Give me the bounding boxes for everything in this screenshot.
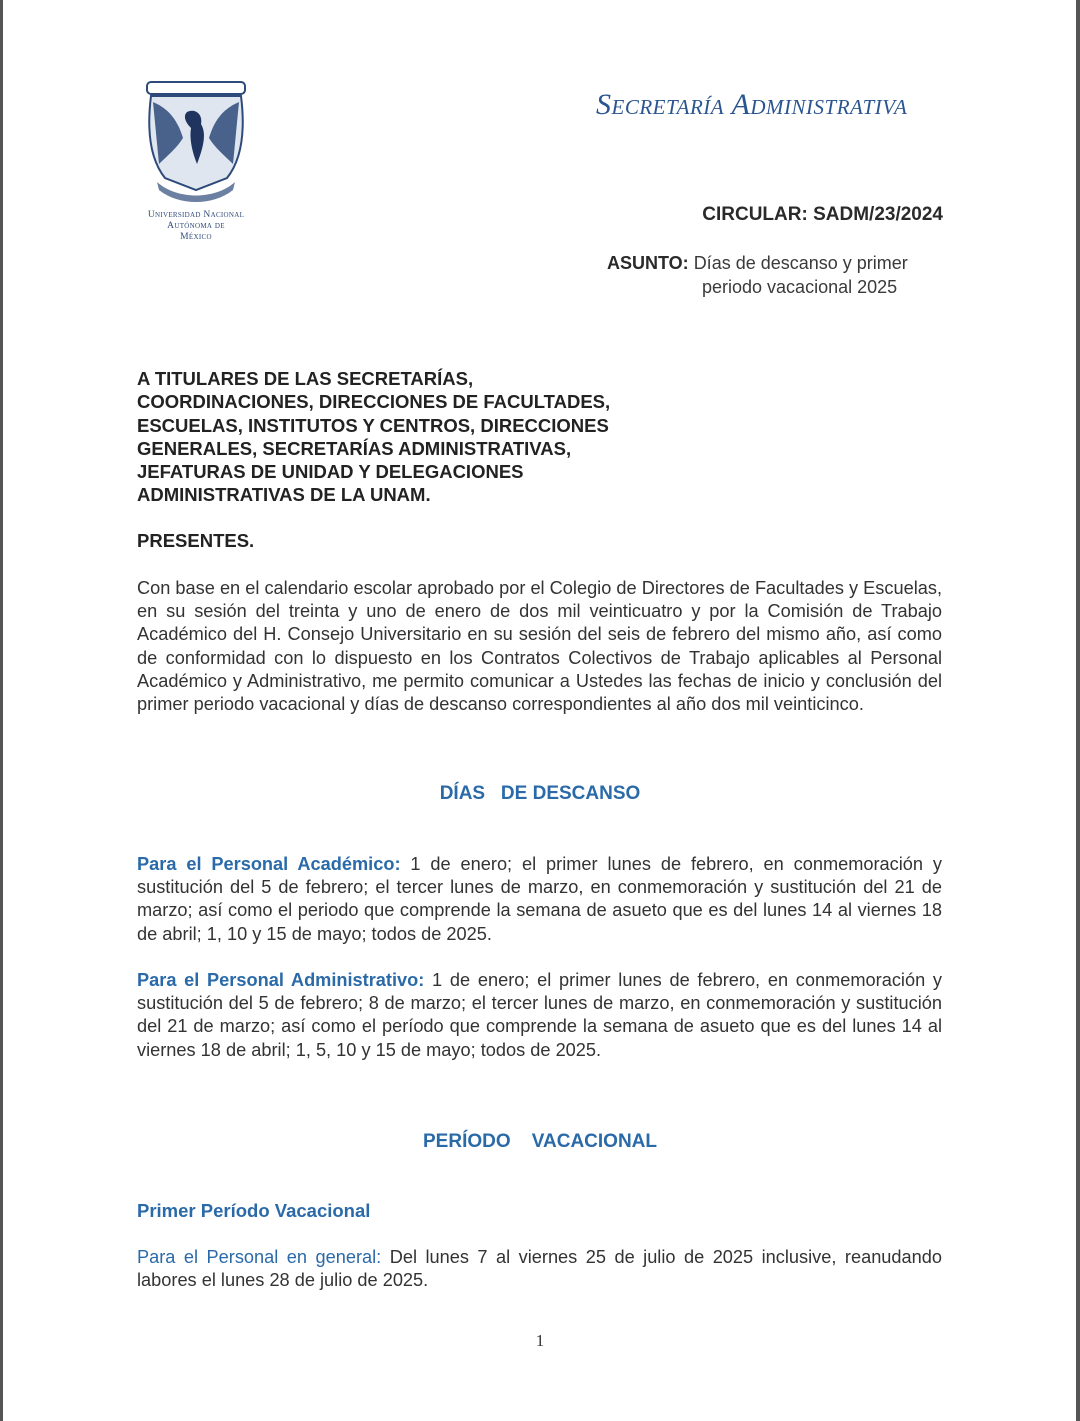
addressee-line: JEFATURAS DE UNIDAD Y DELEGACIONES xyxy=(137,461,524,483)
general-staff-paragraph xyxy=(137,1246,942,1292)
general-staff-text: Del lunes 7 al viernes 25 de julio de 2025 inclusive, reanudando labores el lunes 28 de julio de 2025. xyxy=(137,1247,942,1291)
unam-logo xyxy=(134,78,258,243)
university-line: Autónoma de xyxy=(167,221,225,231)
circular-number xyxy=(702,204,943,226)
admin-staff-paragraph xyxy=(137,969,942,1062)
intro-paragraph: Con base en el calendario escolar aprobado por el Colegio de Directores de Facultades y Escuelas, en su sesión del treinta y uno de enero de dos mil veinticuatro y por la Comisión de Trabajo Académico del H. Consejo Universitario en su sesión del seis de febrero del mismo año, así como de conformidad con lo dispuesto en los Contratos Colectivos de Trabajo aplicables al Personal Académico y Administrativo, me permito comunicar a Ustedes las fechas de inicio y conclusión del primer periodo vacacional y días de descanso correspondientes al año dos mil veinticinco. xyxy=(137,578,942,715)
academic-staff-text: 1 de enero; el primer lunes de febrero, en conmemoración y sustitución del 5 de febrero; el tercer lunes de marzo, en conmemoración y sustitución del 21 de marzo; así como el periodo que comprende la semana de asueto que es del lunes 14 al viernes 18 de abril; 1, 10 y 15 de mayo; todos de 2025. xyxy=(137,854,943,944)
subject-line-2: periodo vacacional 2025 xyxy=(702,277,898,297)
academic-staff-label: Para el Personal Académico: xyxy=(137,854,401,874)
circular-label: CIRCULAR: xyxy=(702,204,808,225)
subject-line-1: Días de descanso y primer xyxy=(693,253,908,273)
circular-value: SADM/23/2024 xyxy=(813,204,943,225)
section-heading-rest-days: DÍAS DE DESCANSO xyxy=(439,783,641,804)
addressee-line: COORDINACIONES, DIRECCIONES DE FACULTADES, xyxy=(137,391,611,413)
addressee-line: ADMINISTRATIVAS DE LA UNAM. xyxy=(137,484,431,506)
addressee-line: ESCUELAS, INSTITUTOS Y CENTROS, DIRECCIONES xyxy=(137,414,609,436)
unam-seal-icon xyxy=(137,78,255,206)
addressee-line: GENERALES, SECRETARÍAS ADMINISTRATIVAS, xyxy=(137,437,572,459)
admin-staff-text: 1 de enero; el primer lunes de febrero, en conmemoración y sustitución del 5 de febrero; 8 de marzo; el tercer lunes de marzo, en conmemoración y sustitución del 21 de marzo; así como el período que comprende la semana de asueto que es del lunes 14 al viernes 18 de abril; 1, 5, 10 y 15 de mayo; todos de 2025. xyxy=(137,970,942,1060)
general-staff-label: Para el Personal en general: xyxy=(137,1247,382,1267)
university-line: México xyxy=(180,232,212,242)
office-wordmark: Secretaría Administrativa xyxy=(596,88,908,121)
addressee-line: A TITULARES DE LAS SECRETARÍAS, xyxy=(137,368,474,389)
admin-staff-label: Para el Personal Administrativo: xyxy=(137,970,425,990)
subject xyxy=(607,251,908,299)
section-heading-vacation: PERÍODO VACACIONAL xyxy=(423,1131,657,1152)
salutation: PRESENTES. xyxy=(137,530,255,551)
addressee-block xyxy=(137,367,610,507)
academic-staff-paragraph xyxy=(137,853,942,946)
subject-label: ASUNTO: xyxy=(607,253,689,273)
first-vacation-subheading: Primer Período Vacacional xyxy=(137,1200,371,1221)
university-name xyxy=(134,210,258,243)
university-line: Universidad Nacional xyxy=(147,210,245,220)
page-number: 1 xyxy=(535,1331,545,1350)
